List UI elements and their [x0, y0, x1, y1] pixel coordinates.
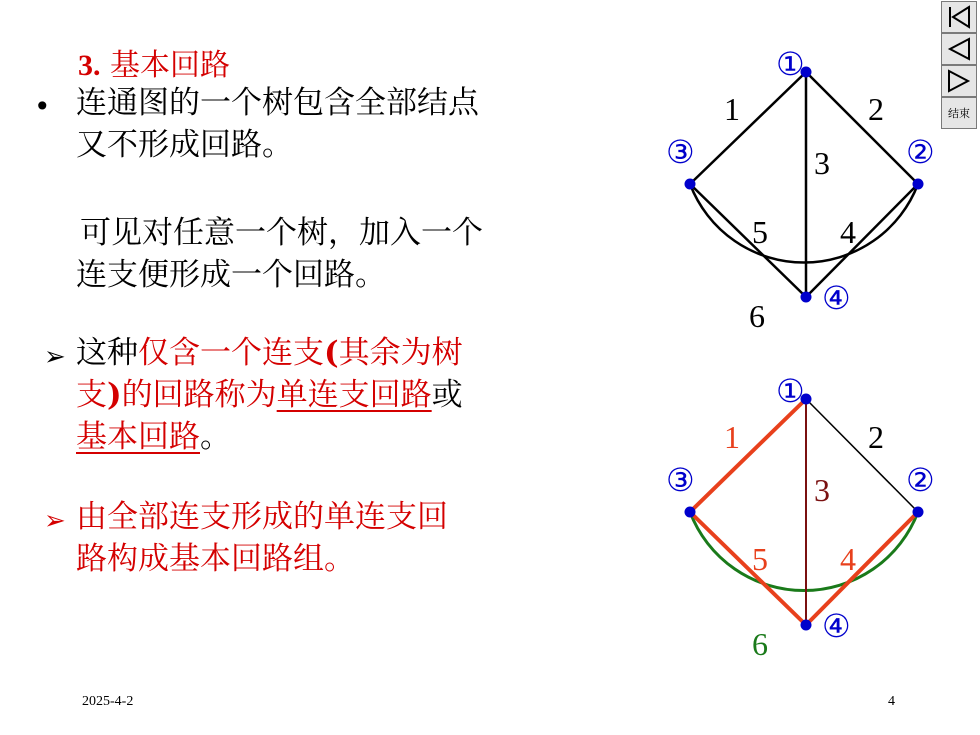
- node-label-3-bottom: ③: [666, 462, 695, 498]
- node-4-bottom: [801, 620, 812, 631]
- node-label-2-bottom: ②: [906, 462, 935, 498]
- term-single-chord-loop: 单连支回路: [276, 377, 432, 413]
- para2-second-line: 连支便形成一个回路。: [76, 257, 386, 293]
- edge-label-6: 6: [749, 298, 765, 334]
- node-label-4-bottom: ④: [822, 608, 851, 644]
- footer-date: 2025-4-2: [82, 694, 134, 709]
- bullet2-line1: 这种仅含一个连支(其余为树: [76, 335, 463, 371]
- node-label-3: ③: [666, 134, 695, 170]
- bullet3-arrow: ➢: [44, 506, 66, 536]
- node-label-2: ②: [906, 134, 935, 170]
- bullet1-line1: 连通图的一个树包含全部结点: [76, 85, 479, 121]
- edge-label-4-bottom: 4: [840, 541, 856, 577]
- edge-label-6-bottom: 6: [752, 626, 768, 662]
- edge-label-3-bottom: 3: [814, 472, 830, 508]
- page-number: 4: [888, 694, 895, 709]
- node-label-4: ④: [822, 280, 851, 316]
- edge-label-5: 5: [752, 214, 768, 250]
- bullet2-arrow: ➢: [44, 342, 66, 372]
- edge-5-bottom: [690, 512, 806, 625]
- node-2-bottom: [913, 507, 924, 518]
- edge-label-3: 3: [814, 145, 830, 181]
- section-number: 3.: [78, 49, 101, 82]
- node-label-1-bottom: ①: [776, 373, 805, 409]
- edge-6-bottom: [690, 512, 918, 591]
- edge-label-1: 1: [724, 91, 740, 127]
- node-label-1: ①: [776, 46, 805, 82]
- term-basic-loop: 基本回路: [76, 419, 200, 455]
- edge-1-bottom: [690, 399, 806, 512]
- bullet-dot: •: [34, 90, 51, 123]
- para2-first-line: 可见对任意一个树，加入一个: [80, 215, 483, 251]
- edge-label-4: 4: [840, 214, 856, 250]
- bullet3-line1: 由全部连支形成的单连支回: [76, 499, 448, 535]
- edge-label-5-bottom: 5: [752, 541, 768, 577]
- bullet2-line2: 支)的回路称为单连支回路或: [76, 377, 463, 413]
- nav-end-label: 结束: [948, 107, 970, 120]
- bullet3-line2: 路构成基本回路组。: [76, 541, 355, 577]
- edge-label-1-bottom: 1: [724, 419, 740, 455]
- edge-label-2: 2: [868, 91, 884, 127]
- bullet2-line3: 基本回路。: [76, 419, 231, 455]
- bullet1-line2: 又不形成回路。: [76, 127, 293, 163]
- edge-label-2-bottom: 2: [868, 419, 884, 455]
- section-title: 基本回路: [110, 48, 231, 83]
- node-3-bottom: [685, 507, 696, 518]
